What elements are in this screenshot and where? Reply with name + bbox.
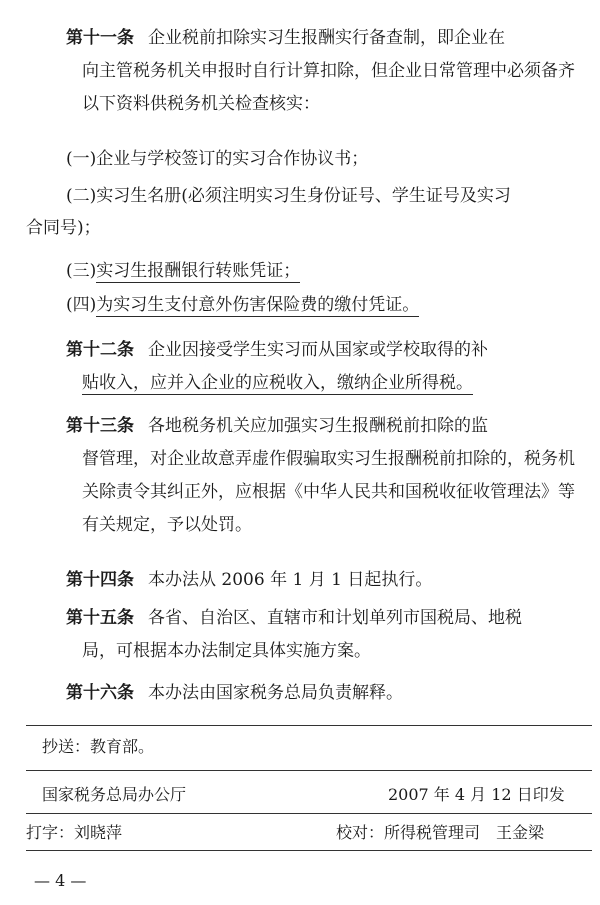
article-heading: 第十三条 [66,416,134,436]
item-text: 合同号)； [26,218,101,238]
item-text: 为实习生支付意外伤害保险费的缴付凭证。 [96,295,420,315]
list-item [66,289,419,322]
page-number: — 4 — [34,871,87,890]
article-heading: 第十四条 [66,570,134,590]
print-date: 2007 年 4 月 12 日印发 [388,785,565,804]
article-text-continued: 有关规定，予以处罚。 [82,515,252,535]
article-text: 各省、自治区、直辖市和计划单列市国税局、地税 [148,608,522,628]
item-text: 企业与学校签订的实习合作协议书； [96,149,369,169]
footer-divider [26,770,592,771]
article-text: 企业因接受学生实习而从国家或学校取得的补 [148,340,488,360]
article-text-continued: 向主管税务机关申报时自行计算扣除，但企业日常管理中必须备齐以下资料供税务机关检查核实： [82,61,575,114]
list-item [66,255,300,288]
article-text-continued: 督管理，对企业故意弄虚作假骗取实习生报酬税前扣除的，税务机 [82,449,575,469]
article-12 [42,334,590,400]
article-15 [42,602,590,668]
footer-divider [26,813,592,814]
article-text-continued: 局，可根据本办法制定具体实施方案。 [82,641,371,661]
article-heading: 第十五条 [66,608,134,628]
article-text: 各地税务机关应加强实习生报酬税前扣除的监 [148,416,488,436]
article-text-continued: 贴收入，应并入企业的应税收入，缴纳企业所得税。 [82,373,473,393]
footer-divider [26,725,592,726]
article-text: 本办法从 2006 年 1 月 1 日起执行。 [148,570,433,590]
issuer: 国家税务总局办公厅 [42,785,187,804]
proofreader: 校对：所得税管理司 王金梁 [336,823,545,842]
item-text: 实习生名册(必须注明实习生身份证号、学生证号及实习 [96,186,511,206]
footer-divider [26,850,592,851]
article-heading: 第十六条 [66,683,134,703]
item-label: (三) [66,261,97,281]
item-text: 实习生报酬银行转账凭证； [96,261,301,281]
article-16 [42,677,590,710]
item-label: (二) [66,186,97,206]
typist: 打字：刘晓萍 [26,823,123,842]
article-heading: 第十二条 [66,340,134,360]
item-label: (一) [66,149,97,169]
article-14 [42,564,590,597]
article-text: 本办法由国家税务总局负责解释。 [148,683,403,703]
article-heading: 第十一条 [66,28,134,48]
cc-line: 抄送：教育部。 [42,737,155,756]
list-item [66,143,368,176]
article-13 [42,410,590,542]
list-item [66,180,511,213]
list-item-continued [26,212,101,245]
article-11 [42,22,590,121]
article-text-continued: 关除责令其纠正外，应根据《中华人民共和国税收征收管理法》等 [82,482,575,502]
item-label: (四) [66,295,97,315]
article-text: 企业税前扣除实习生报酬实行备查制，即企业在 [148,28,505,48]
